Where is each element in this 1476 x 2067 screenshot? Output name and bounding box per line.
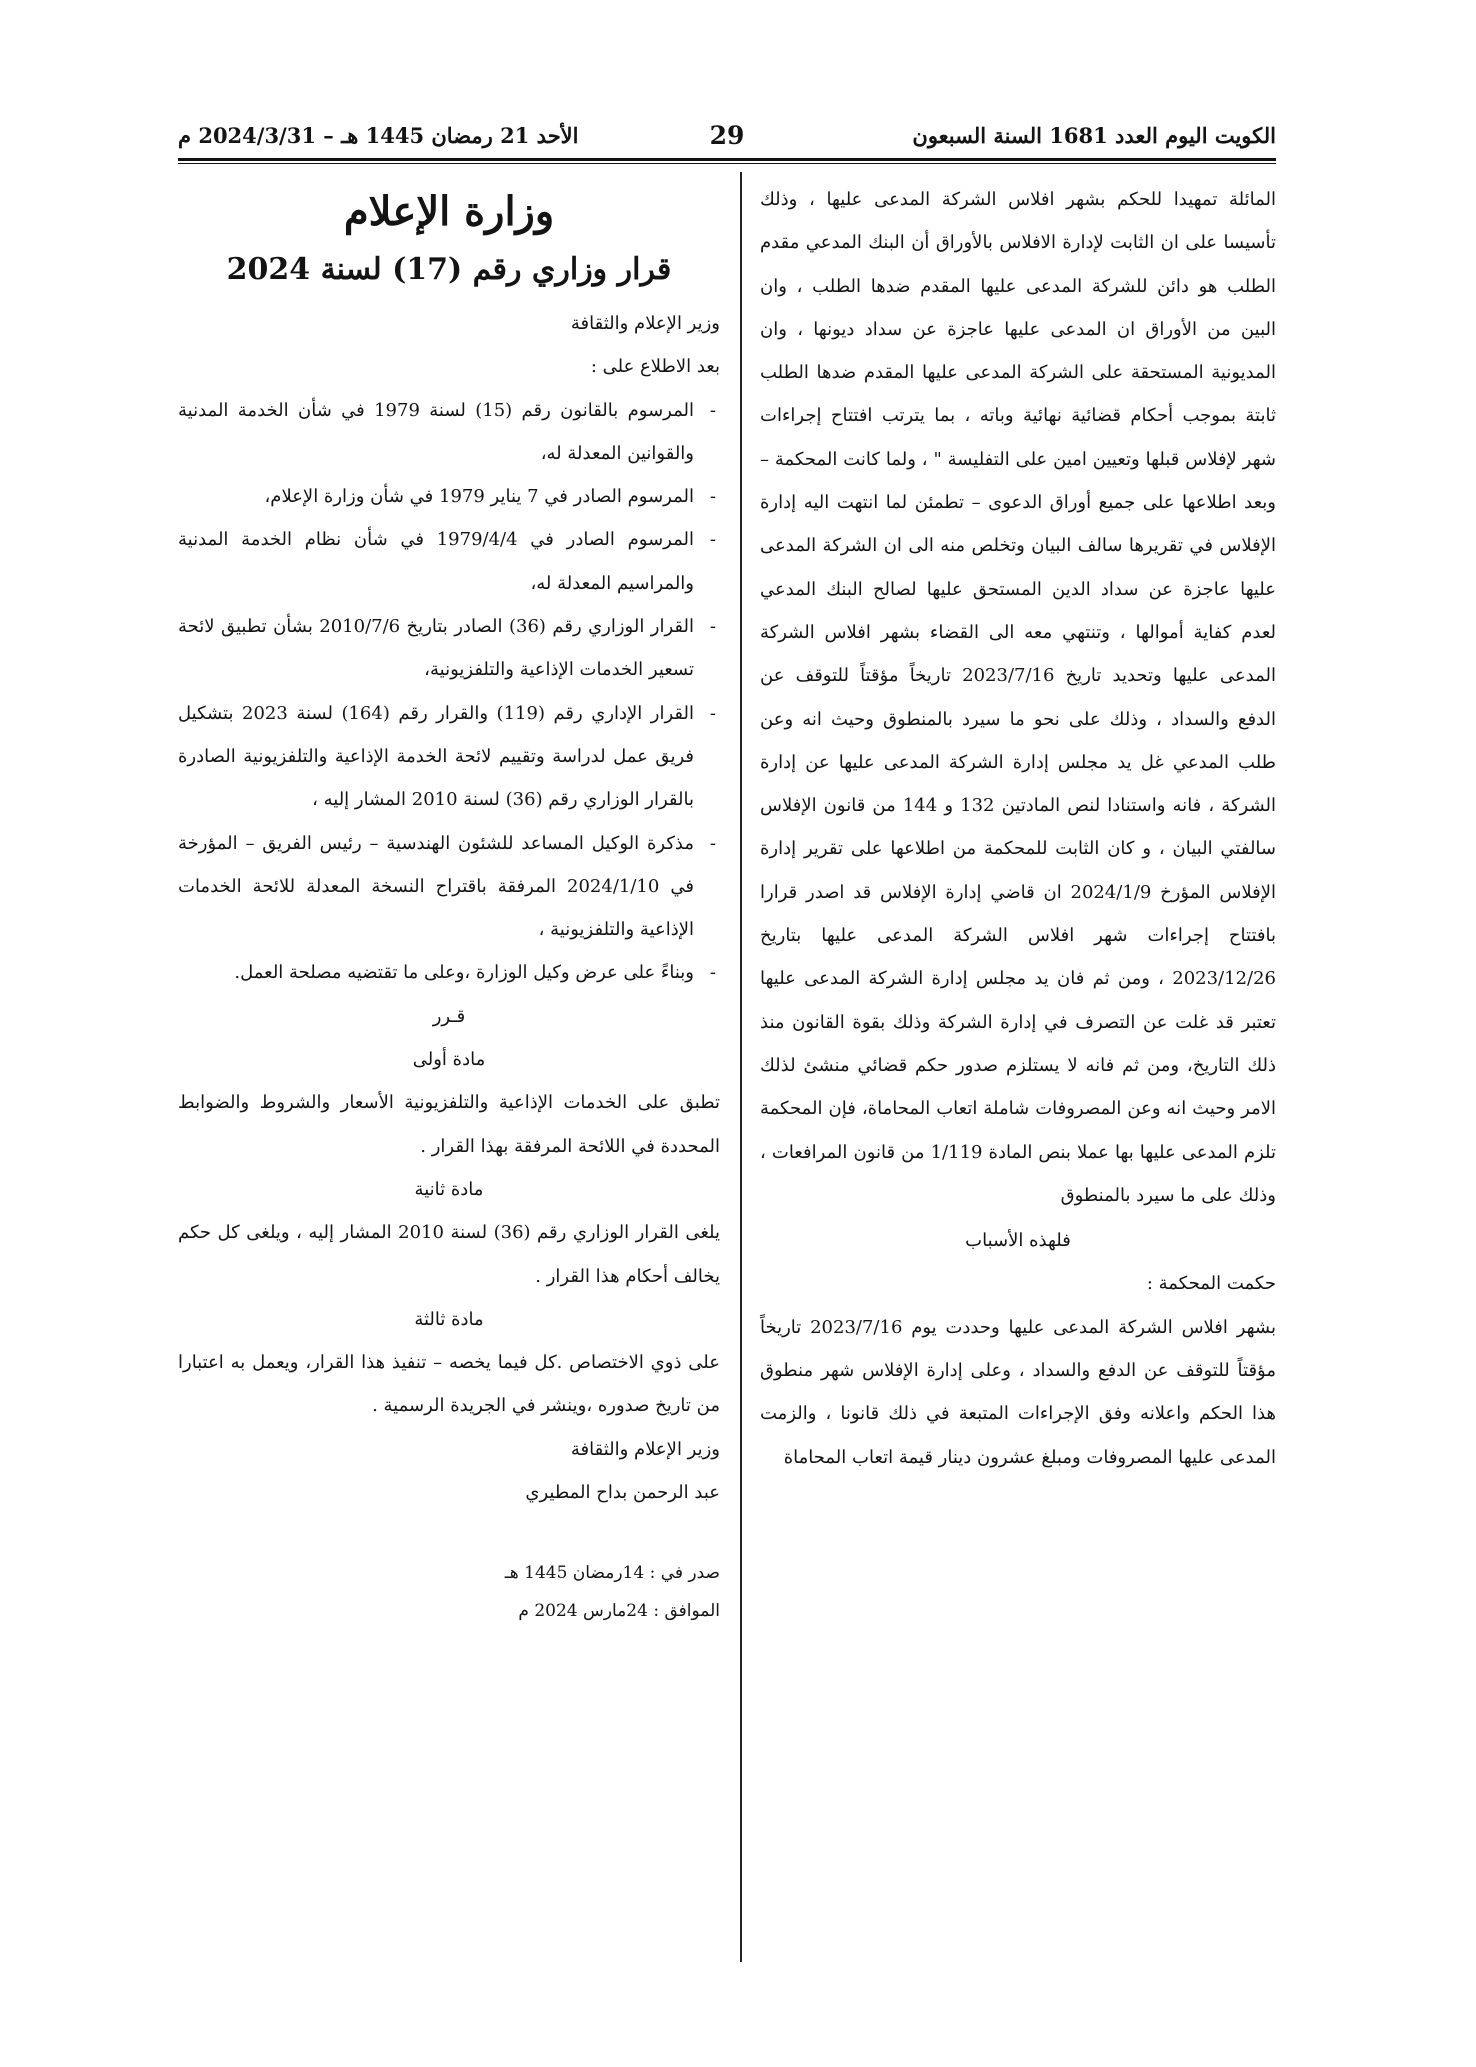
list-item: - القرار الوزاري رقم (36) الصادر بتاريخ 2010/7/6 بشأن تطبيق لائحة تسعير الخدمات الإذاعية والتلفزيونية، — [178, 605, 720, 692]
page-number: 29 — [709, 121, 745, 150]
article-2-text: يلغى القرار الوزاري رقم (36) لسنة 2010 المشار إليه ، ويلغى كل حكم يخالف أحكام هذا القرار . — [178, 1222, 720, 1287]
list-item: - القرار الإداري رقم (119) والقرار رقم (164) لسنة 2023 بتشكيل فريق عمل لدراسة وتقييم لائحة الخدمة الإذاعية والتلفزيونية الصادرة بالقرار الوزاري رقم (36) لسنة 2010 المشار إليه ، — [178, 692, 720, 822]
header-date: الأحد 21 رمضان 1445 هـ – 2024/3/31 م — [178, 123, 579, 148]
signature-title: وزير الإعلام والثقافة — [570, 1438, 720, 1460]
ruling-reasoning: المائلة تمهيدا للحكم بشهر افلاس الشركة المدعى عليها ، وذلك تأسيسا على ان الثابت لإدارة الافلاس بالأوراق أن البنك المدعي مقدم الطلب هو دائن للشركة المدعى عليها المقدم ضدها الطلب ، وان البين من الأوراق ان المدعى عليها عاجزة عن سداد ديونها ، وان المديونية المستحقة على الشركة المدعى عليها المقدم ضدها الطلب ثابتة بموجب أحكام قضائية نهائية وباته ، بما يترتب افتتاح إجراءات شهر لإفلاس قبلها وتعيين امين على التفليسة " ، ولما كانت المحكمة – وبعد اطلاعها على جميع أوراق الدعوى – تطمئن لما انتهت اليه إدارة الإفلاس في تقريرها سالف البيان وتخلص منه الى ان الشركة المدعى عليها عاجزة عن سداد الدين المستحق عليها لصالح البنك المدعي لعدم كفاية أموالها ، وتنتهي معه الى القضاء بشهر افلاس الشركة المدعى عليها وتحديد تاريخ 2023/7/16 تاريخاً مؤقتاً للتوقف عن الدفع والسداد ، وذلك على نحو ما سيرد بالمنطوق وحيث انه وعن طلب المدعي غل يد مجلس إدارة الشركة المدعى عليها عن إدارة الشركة ، فانه واستنادا لنص المادتين 132 و 144 من قانون الإفلاس سالفتي البيان ، و كان الثابت للمحكمة من اطلاعها على تقرير إدارة الإفلاس المؤرخ 2024/1/9 ان قاضي إدارة الإفلاس قد اصدر قرارا بافتتاح إجراءات شهر افلاس الشركة المدعى عليها بتاريخ 2023/12/26 ، ومن ثم فان يد مجلس إدارة الشركة المدعى عليها تعتبر قد غلت عن التصرف في إدارة الشركة وذلك بقوة القانون منذ ذلك التاريخ، ومن ثم فانه لا يستلزم صدور حكم قضائي منشئ لذلك الامر وحيث انه وعن المصروفات شاملة اتعاب المحاماة، فإن المحكمة تلزم المدعى عليها بها عملا بنص المادة 1/119 من قانون المرافعات ، وذلك على ما سيرد بالمنطوق — [760, 189, 1276, 1206]
page-header — [178, 118, 1276, 158]
list-item: - المرسوم الصادر في 7 يناير 1979 في شأن وزارة الإعلام، — [178, 475, 720, 518]
issued-hijri: صدر في : 14رمضان 1445 هـ — [504, 1563, 720, 1584]
list-item: - وبناءً على عرض وكيل الوزارة ،وعلى ما تقتضيه مصلحة العمل. — [178, 951, 720, 994]
ruling-operative-text: بشهر افلاس الشركة المدعى عليها وحددت يوم 2023/7/16 تاريخاً مؤقتاً للتوقف عن الدفع والسداد ، وعلى إدارة الإفلاس شهر منطوق هذا الحكم واعلانه وفق الإجراءات المتبعة في ذلك قانونا ، والزمت المدعى عليها المصروفات ومبلغ عشرون دينار قيمة اتعاب المحاماة — [760, 1316, 1276, 1468]
issuer-line: وزير الإعلام والثقافة — [570, 313, 720, 334]
ministry-title: وزارة الإعلام — [343, 188, 555, 235]
article-1-text: تطبق على الخدمات الإذاعية والتلفزيونية الأسعار والشروط والضوابط المحددة في اللائحة المرفقة بهذا القرار . — [178, 1092, 720, 1157]
article-2-title: مادة ثانية — [414, 1178, 484, 1200]
list-item: - مذكرة الوكيل المساعد للشئون الهندسية – رئيس الفريق – المؤرخة في 2024/1/10 المرفقة باقتراح النسخة المعدلة للائحة الخدمات الإذاعية والتلفزيونية ، — [178, 822, 720, 952]
header-rule-thin — [178, 163, 1276, 164]
column-divider — [740, 172, 742, 1962]
decree-title: قرار وزاري رقم (17) لسنة 2024 — [226, 252, 672, 287]
reasons-heading: فلهذه الأسباب — [965, 1230, 1071, 1252]
right-column — [760, 178, 1276, 1479]
after-review-line: بعد الاطلاع على : — [590, 356, 720, 378]
list-item: - المرسوم الصادر في 1979/4/4 في شأن نظام الخدمة المدنية والمراسيم المعدلة له، — [178, 518, 720, 605]
article-1-title: مادة أولى — [412, 1049, 486, 1071]
header-rule — [178, 158, 1276, 161]
list-item: - المرسوم بالقانون رقم (15) لسنة 1979 في شأن الخدمة المدنية والقوانين المعدلة له، — [178, 389, 720, 476]
ruling-label: حكمت المحكمة : — [1146, 1273, 1276, 1295]
issued-gregorian: الموافق : 24مارس 2024 م — [518, 1601, 720, 1622]
article-3-title: مادة ثالثة — [414, 1308, 484, 1330]
decided-heading: قـرر — [432, 1005, 466, 1027]
signature-name: عبد الرحمن بداح المطيري — [525, 1482, 720, 1504]
issue-date-block — [178, 1554, 720, 1630]
left-column — [178, 178, 720, 1630]
references-list — [178, 389, 720, 995]
header-issue: الكويت اليوم العدد 1681 السنة السبعون — [912, 123, 1276, 148]
article-3-text: على ذوي الاختصاص .كل فيما يخصه – تنفيذ هذا القرار، ويعمل به اعتبارا من تاريخ صدوره ،وينشر في الجريدة الرسمية . — [178, 1352, 720, 1417]
